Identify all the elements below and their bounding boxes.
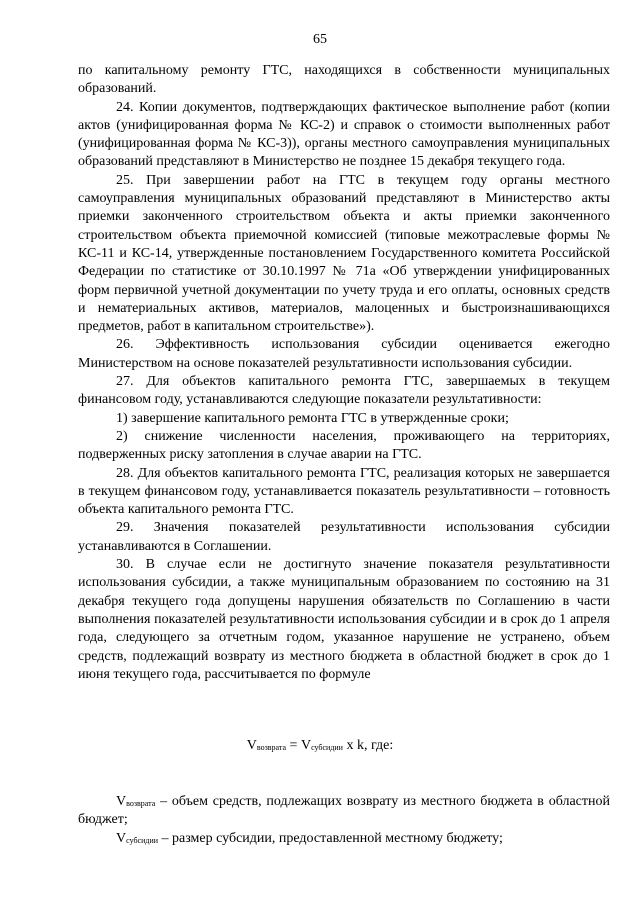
definition-v-subsidii: [78, 830, 610, 848]
paragraph-24: 24. Копии документов, подтверждающих фактическое выполнение работ (копии актов (унифицированная форма № КС-2) и справок о стоимости выполненных работ (унифицированная форма № КС-3)), органы местного самоуправления муниципальных образований представляют в Министерство не позднее 15 декабря текущего года.: [78, 99, 610, 170]
formula-lhs-symbol: V: [246, 738, 257, 753]
definition-subscript: субсидии: [126, 835, 158, 845]
formula: [0, 737, 640, 755]
definition-v-vozvrata: [78, 793, 610, 830]
paragraph-25: 25. При завершении работ на ГТС в текущем году органы местного самоуправления муниципальных образований представляют в Министерство акты приемки законченного строительством объекта и акты приемки законченного строительством объекта приемочной комиссией (типовые межотраслевые формы № КС-11 и КС-14, утвержденные постановлением Государственного комитета Российской Федерации по статистике от 30.10.1997 № 71а «Об утверждении унифицированных форм первичной учетной документации по учету труда и его оплаты, основных средств и нематериальных активов, материалов, малоценных и быстроизнашивающихся предметов, работ в капитальном строительстве»).: [78, 172, 610, 335]
page-number: 65: [313, 32, 327, 47]
list-item-1: 1) завершение капитального ремонта ГТС в утвержденные сроки;: [116, 410, 509, 426]
formula-lhs-subscript: возврата: [256, 743, 287, 752]
paragraph-27: 27. Для объектов капитального ремонта ГТС, завершаемых в текущем финансовом году, устанавливаются следующие показатели результативности:: [78, 374, 610, 408]
paragraph-continuation: по капитальному ремонту ГТС, находящихся в собственности муниципальных образований.: [78, 63, 610, 97]
paragraph-28: 28. Для объектов капитального ремонта ГТС, реализация которых не завершается в текущем финансовом году, устанавливается показатель результативности – готовность объекта капитального ремонта ГТС.: [78, 465, 610, 518]
document-body: [78, 62, 610, 684]
formula-tail: x k, где:: [342, 738, 394, 753]
definition-symbol: V: [116, 794, 127, 809]
formula-rhs-symbol: V: [300, 738, 312, 753]
list-item-2: 2) снижение численности населения, проживающего на территориях, подверженных риску затопления в случае аварии на ГТС.: [78, 428, 610, 463]
definition-text: – размер субсидии, предоставленной местному бюджету;: [158, 830, 503, 846]
formula-rhs-subscript: субсидии: [311, 743, 343, 752]
paragraph-26: 26. Эффективность использования субсидии оценивается ежегодно Министерством на основе показателей результативности использования субсидии.: [78, 337, 610, 371]
definition-symbol: V: [116, 830, 127, 846]
formula-definitions: [78, 793, 610, 848]
definition-subscript: возврата: [126, 799, 156, 808]
paragraph-29: 29. Значения показателей результативности использования субсидии устанавливаются в Соглашении.: [78, 520, 610, 554]
paragraph-30: 30. В случае если не достигнуто значение показателя результативности использования субсидии, а также муниципальным образованием по состоянию на 31 декабря текущего года допущены нарушения обязательств по Соглашению в части выполнения показателей результативности использования субсидии и в срок до 1 апреля года, следующего за отчетным годом, указанное нарушение не устранено, объем средств, подлежащий возврату из местного бюджета в областной бюджет в срок до 1 июня текущего года, рассчитывается по формуле: [78, 557, 610, 682]
definition-text: – объем средств, подлежащих возврату из местного бюджета в областной бюджет;: [78, 794, 610, 828]
formula-equals: =: [286, 738, 301, 753]
